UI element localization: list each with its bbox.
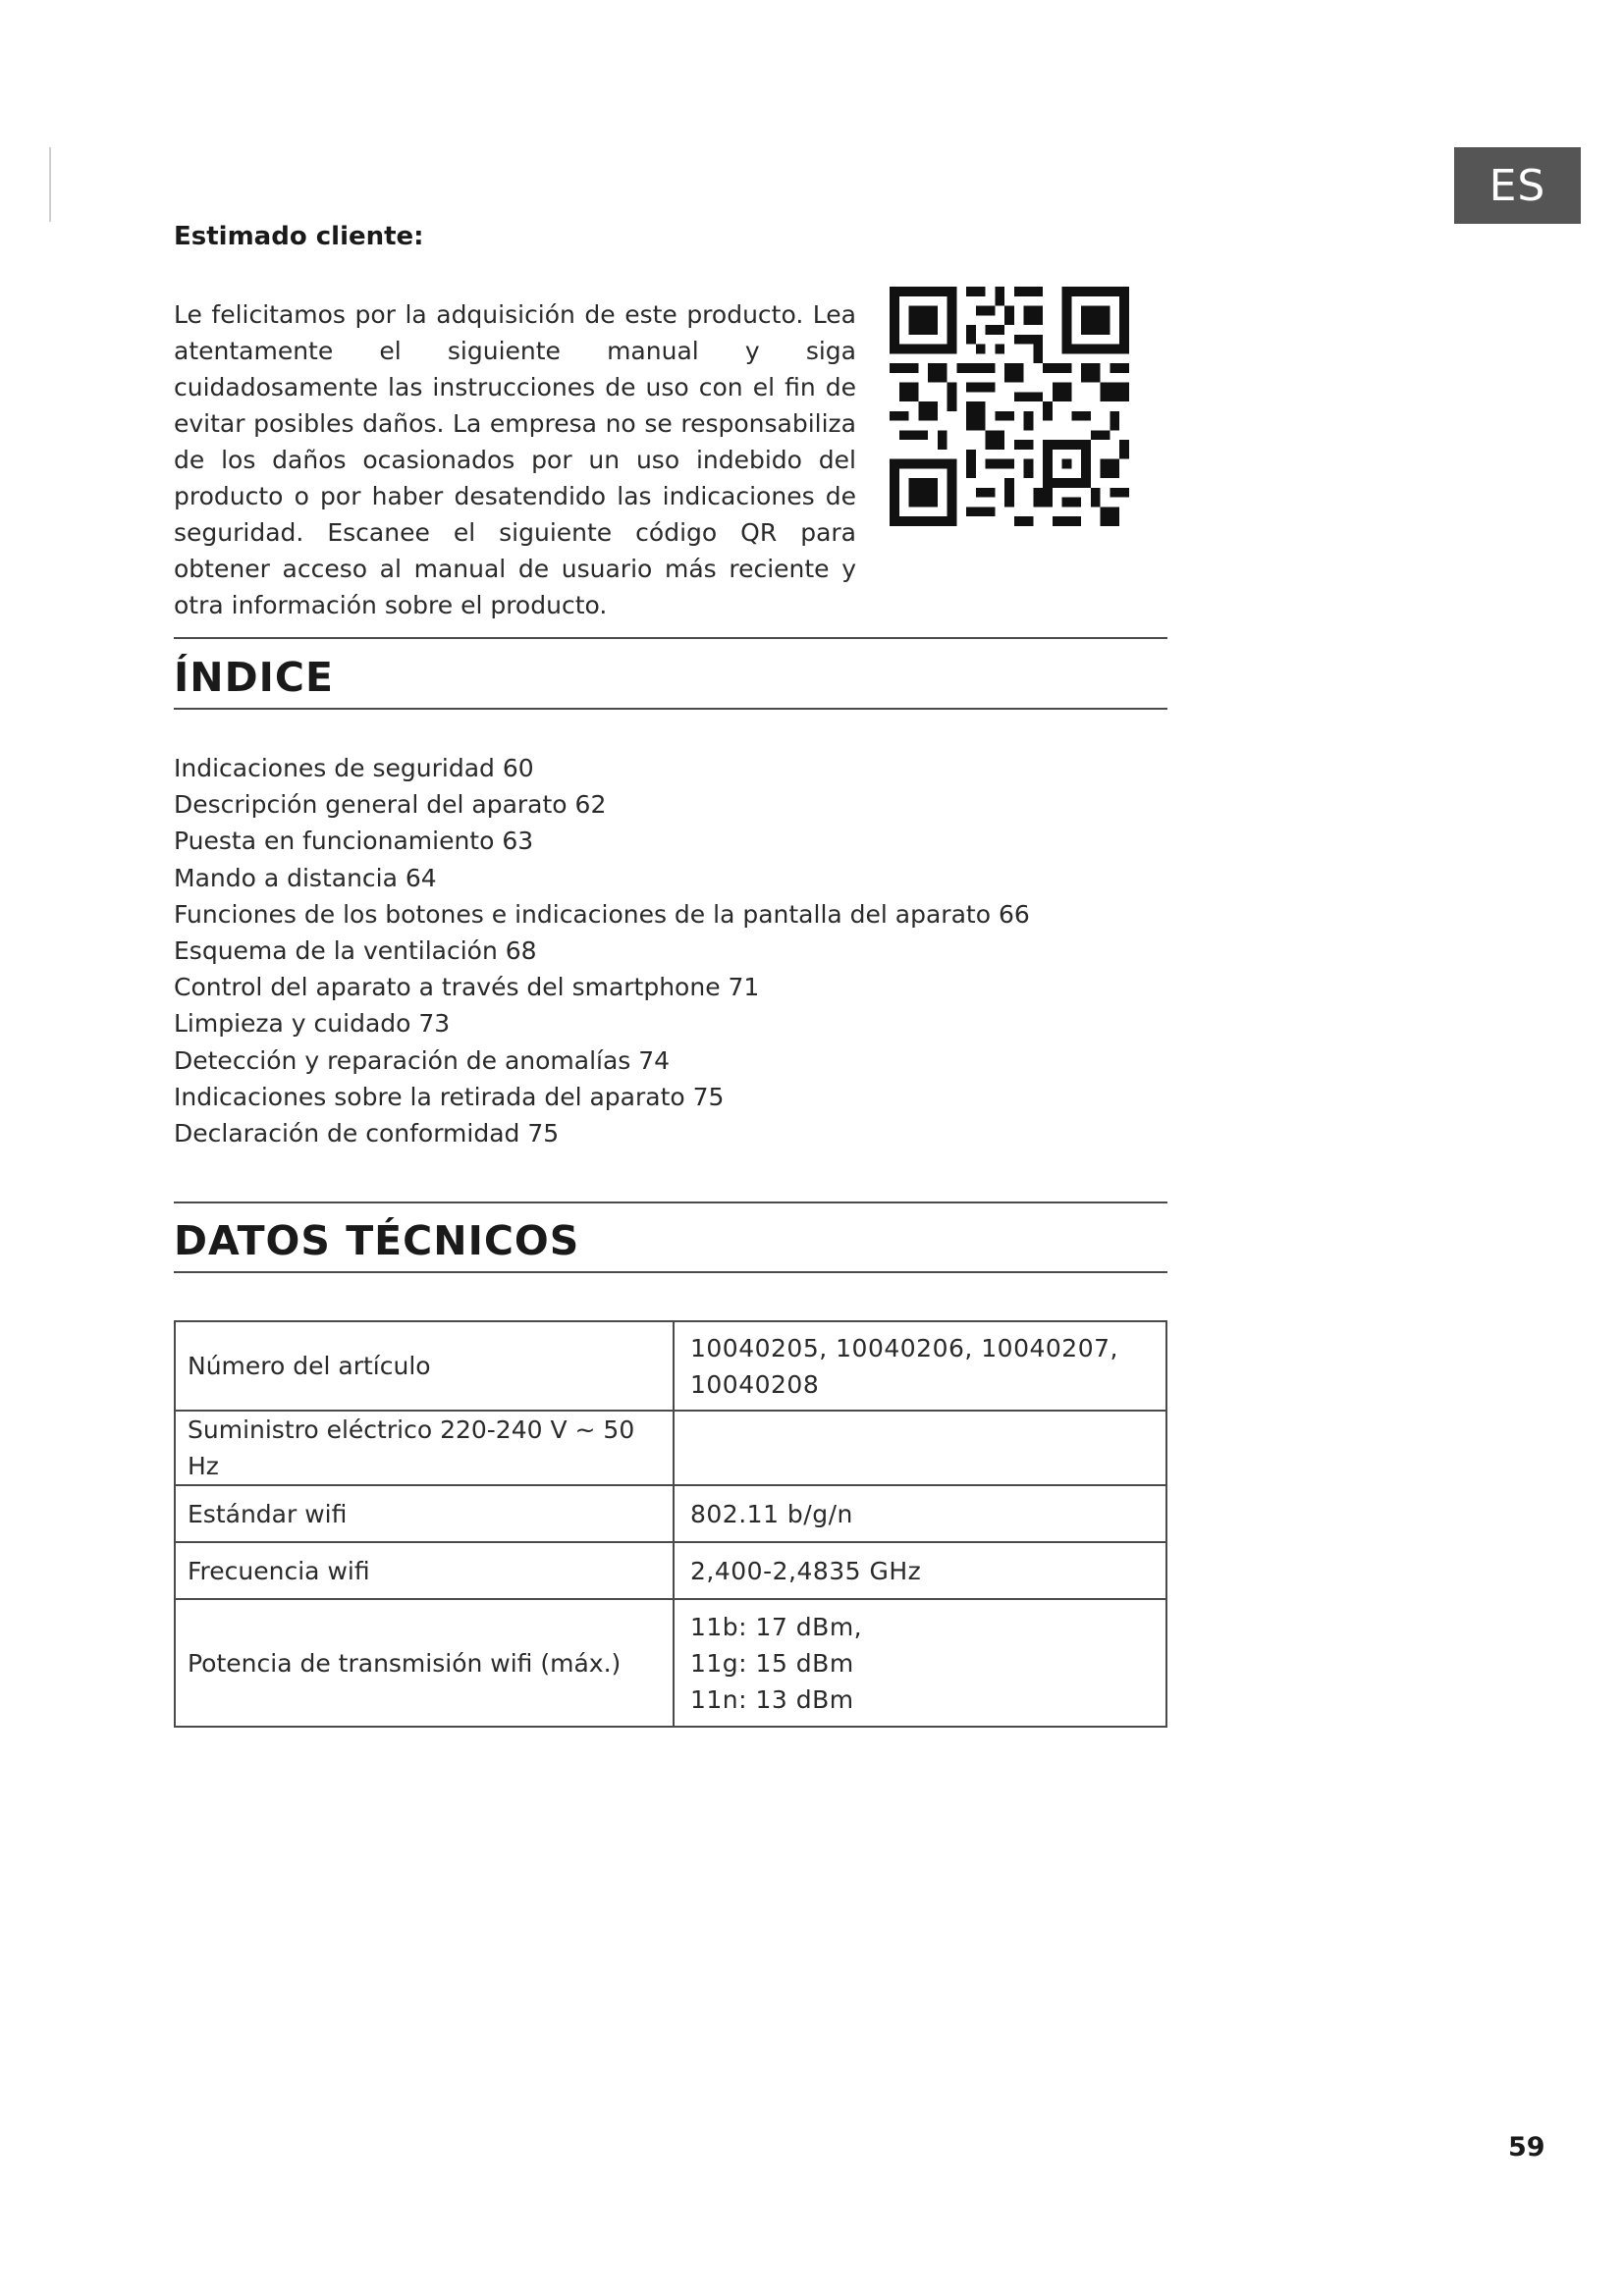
spec-label: Potencia de transmisión wifi (máx.)	[175, 1599, 674, 1727]
toc-item: Funciones de los botones e indicaciones de la pantalla del aparato 66	[174, 899, 1030, 929]
spec-label: Número del artículo	[175, 1321, 674, 1411]
index-top-rule	[174, 637, 1167, 639]
spec-value	[674, 1485, 1166, 1542]
toc-item: Descripción general del aparato 62	[174, 790, 607, 820]
table-row	[175, 1321, 1166, 1411]
index-title: ÍNDICE	[174, 654, 334, 701]
tech-top-rule	[174, 1201, 1167, 1203]
table-of-contents	[174, 750, 1030, 1151]
toc-item: Puesta en funcionamiento 63	[174, 827, 534, 856]
spec-value-text: 802.11 b/g/n	[690, 1499, 853, 1528]
toc-item: Esquema de la ventilación 68	[174, 936, 537, 966]
spec-label: Suministro eléctrico 220-240 V ~ 50 Hz	[175, 1411, 674, 1485]
spec-value-text: 2,400-2,4835 GHz	[690, 1556, 922, 1585]
table-row	[175, 1485, 1166, 1542]
spec-value	[674, 1321, 1166, 1411]
table-row	[175, 1599, 1166, 1727]
qr-code-icon	[890, 287, 1129, 526]
spec-value	[674, 1599, 1166, 1727]
table-row	[175, 1542, 1166, 1599]
spec-label: Frecuencia wifi	[175, 1542, 674, 1599]
toc-item: Indicaciones de seguridad 60	[174, 754, 534, 782]
tech-title: DATOS TÉCNICOS	[174, 1217, 580, 1264]
tech-bottom-rule	[174, 1271, 1167, 1273]
index-bottom-rule	[174, 708, 1167, 710]
toc-item: Declaración de conformidad 75	[174, 1119, 560, 1148]
intro-paragraph: Le felicitamos por la adquisición de este producto. Lea atentamente el siguiente manual y siga cuidadosamente las instrucciones de uso con el fin de evitar posibles daños. La empresa no se responsabiliza de los daños ocasionados por un uso indebido del producto o por haber desatendido las indicaciones de seguridad. Escanee el siguiente código QR para obtener acceso al manual de usuario más reciente y otra información sobre el producto.	[174, 300, 856, 619]
margin-rule	[49, 147, 51, 222]
page-number: 59	[1508, 2132, 1545, 2163]
toc-item: Mando a distancia 64	[174, 863, 437, 892]
spec-value	[674, 1411, 1166, 1485]
table-row	[175, 1411, 1166, 1485]
tech-specs-table	[174, 1320, 1167, 1728]
spec-label: Estándar wifi	[175, 1485, 674, 1542]
spec-value-text: 11b: 17 dBm, 11g: 15 dBm 11n: 13 dBm	[690, 1612, 863, 1714]
spec-value-text: 10040205, 10040206, 10040207, 10040208	[690, 1333, 1118, 1399]
spec-value	[674, 1542, 1166, 1599]
toc-item: Control del aparato a través del smartphone 71	[174, 973, 760, 1002]
toc-item: Detección y reparación de anomalías 74	[174, 1045, 671, 1075]
language-tab: ES	[1454, 147, 1581, 224]
greeting: Estimado cliente:	[174, 222, 424, 251]
toc-item: Indicaciones sobre la retirada del aparato 75	[174, 1082, 725, 1111]
toc-item: Limpieza y cuidado 73	[174, 1009, 451, 1039]
